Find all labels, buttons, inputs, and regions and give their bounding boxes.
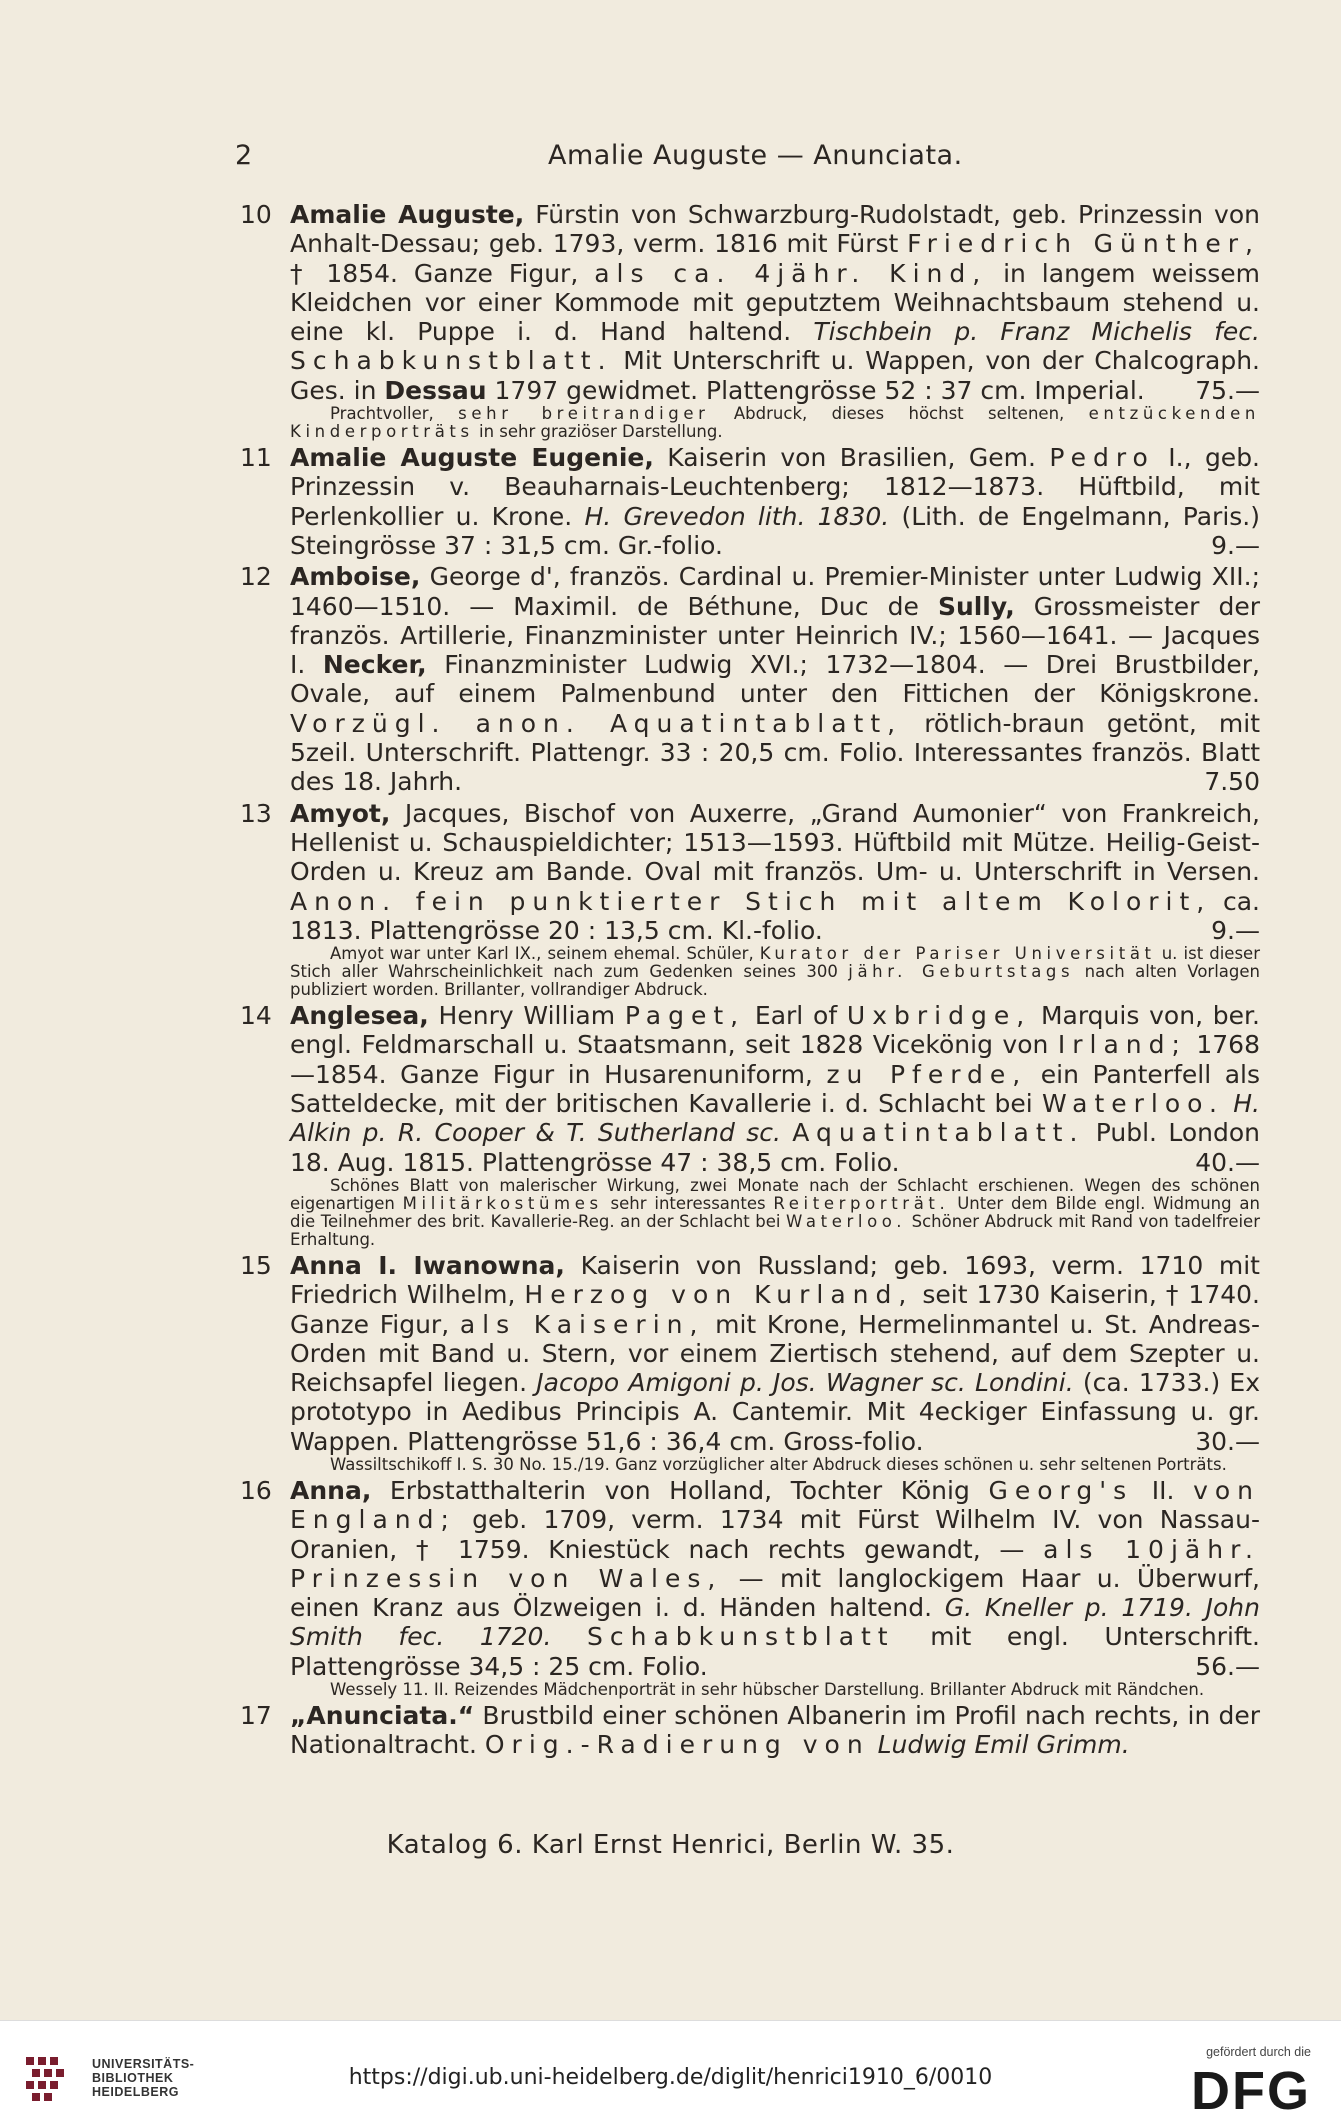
text-run: Brustbild einer schönen Albanerin im Profil nach rechts, in der Nationaltracht. — [290, 1701, 1260, 1760]
spaced-text: Schabkunstblatt — [587, 1622, 895, 1652]
text-run: Publ. London 18. Aug. 1815. Plattengrösse 47 : 38,5 cm. Folio. — [290, 1118, 1260, 1177]
text-run: seit 1730 Kaiserin, † 1740. Ganze Figur, — [290, 1280, 1260, 1339]
entry-price: 7.50 — [1204, 767, 1260, 797]
entry-number: 12 — [240, 562, 272, 592]
spaced-text: Vorzügl. anon. Aquatintablatt, — [290, 708, 903, 738]
catalog-entry — [240, 799, 1260, 999]
catalog-entries — [240, 200, 1260, 1762]
text-run: Erbstatthalterin von Holland, Tochter König — [371, 1475, 989, 1505]
entry-price: 9.— — [1211, 915, 1260, 945]
catalog-entry — [240, 1701, 1260, 1760]
text-run: nach alten Vorlagen publiziert worden. Brillanter, vollrandiger Abdruck. — [290, 962, 1260, 1000]
spaced-text: Irland; — [1057, 1030, 1187, 1060]
spaced-text: Herzog von Kurland, — [524, 1280, 914, 1310]
text-run: † 1854. Ganze Figur, — [290, 258, 595, 288]
text-run — [551, 1622, 587, 1651]
entry-number: 10 — [240, 200, 272, 229]
text-run: Prachtvoller, — [330, 404, 459, 424]
entry-price: 9.— — [1211, 530, 1260, 560]
entry-name: Amalie Auguste Eugenie, — [290, 443, 654, 473]
text-run: Jacques, Bischof von Auxerre, „Grand Aumonier“ von Frankreich, Hellenist u. Schauspieldichter; 1513—1593. Hüftbild mit Mütze. Heilig-Geist-Orden u. Kreuz am Bande. Oval mit französ. Um- u. Unterschrift in Versen. — [290, 798, 1260, 887]
spaced-text: sehr breitrandiger — [458, 404, 710, 424]
spaced-text: Georg's — [988, 1475, 1134, 1505]
entry-name: Anna I. Iwanowna, — [290, 1250, 565, 1280]
entry-description — [290, 1001, 1260, 1177]
viewer-footer-bar — [0, 2020, 1341, 2124]
text-run: II. — [1133, 1475, 1194, 1505]
text-run: (Lith. de Engelmann, Paris.) Steingrösse 37 : 31,5 cm. Gr.-folio. — [290, 501, 1260, 560]
entry-name: Anglesea, — [290, 1001, 429, 1031]
text-run: in langem weissem Kleidchen vor einer Kommode mit geputztem Weihnachtsbaum stehend u. eine kl. Puppe i. d. Hand haltend. — [290, 258, 1260, 347]
text-run: in sehr graziöser Darstellung. — [473, 422, 723, 442]
spaced-text: jähr. Geburtstags — [848, 962, 1075, 982]
text-run: Wassiltschikoff I. S. 30 No. 15./19. Ganz vorzüglicher alter Abdruck dieses schönen u. sehr seltenen Porträts. — [330, 1454, 1227, 1474]
text-run: Abdruck, dieses höchst seltenen, — [709, 404, 1089, 424]
spaced-text: Orig.-Radierung von — [484, 1730, 870, 1760]
text-run: Unter dem Bilde engl. Widmung an die Teilnehmer des brit. Kavallerie-Reg. an der Schlacht bei — [290, 1193, 1261, 1231]
entry-name: Anna, — [290, 1475, 372, 1505]
text-run — [870, 1730, 878, 1759]
entry-description — [290, 1476, 1260, 1681]
bold-text: Dessau — [384, 375, 487, 405]
entry-number: 13 — [240, 798, 272, 828]
text-run: I., geb. Prinzessin v. Beauharnais-Leuchtenberg; 1812—1873. Hüftbild, mit Perlenkollier u. Krone. — [290, 443, 1261, 531]
italic-text: G. Kneller p. 1719. John Smith fec. 1720. — [290, 1593, 1260, 1652]
text-run: Wessely 11. II. Reizendes Mädchenporträt in sehr hübscher Darstellung. Brillanter Abdruck mit Rändchen. — [330, 1680, 1205, 1700]
text-run: Kaiserin von Brasilien, Gem. — [653, 443, 1050, 473]
bold-text: Sully, — [937, 591, 1015, 621]
text-run: Earl of — [745, 1001, 847, 1031]
italic-text: Tischbein p. Franz Michelis fec. — [813, 317, 1260, 347]
running-title: Amalie Auguste — Anunciata. — [548, 140, 963, 171]
text-run: Finanzminister Ludwig XVI.; 1732—1804. — Drei Brustbilder, Ovale, auf einem Palmenbund unter den Fittichen der Königskrone. — [290, 650, 1260, 709]
spaced-text: Waterloo. — [1042, 1089, 1224, 1119]
page-number: 2 — [235, 140, 253, 171]
spaced-text: Reiterporträt. — [773, 1193, 950, 1213]
entry-note — [250, 1456, 1260, 1474]
bold-text: Necker, — [322, 650, 427, 680]
spaced-text: Waterloo. — [786, 1211, 907, 1231]
entry-number: 15 — [240, 1250, 272, 1280]
entry-price: 30.— — [1195, 1426, 1260, 1456]
text-run: Marquis von, ber. engl. Feldmarschall u. Staatsmann, seit 1828 Vicekönig von — [290, 1001, 1260, 1060]
spaced-text: Schabkunstblatt. — [290, 346, 613, 376]
permalink-url[interactable]: https://digi.ub.uni-heidelberg.de/diglit/henrici1910_6/0010 — [348, 2065, 993, 2090]
spaced-text: Anon. fein punktierter Stich mit altem Kolorit, — [290, 886, 1212, 916]
text-run: rötlich-braun getönt, mit 5zeil. Unterschrift. Plattengr. 33 : 20,5 cm. Folio. Interessantes französ. Blatt des 18. Jahrh. — [290, 708, 1260, 797]
text-run — [781, 1118, 792, 1147]
spaced-text: Paget, — [624, 1001, 746, 1031]
catalog-entry — [240, 562, 1260, 796]
entry-description — [290, 1251, 1260, 1456]
text-run — [1224, 1089, 1233, 1118]
spaced-text: zu Pferde, — [826, 1059, 1028, 1089]
entry-name: Amalie Auguste, — [290, 200, 525, 229]
text-run: Fürstin von Schwarzburg-Rudolstadt, geb. Prinzessin von Anhalt-Dessau; geb. 1793, verm. 1816 mit Fürst — [290, 200, 1260, 259]
catalog-footer: Katalog 6. Karl Ernst Henrici, Berlin W. 35. — [386, 1830, 955, 1860]
spaced-text: als 10jähr. Prinzessin von Wales, — [290, 1534, 1260, 1593]
text-run: Mit Unterschrift u. Wappen, von der Chalcograph. Ges. in — [290, 346, 1260, 405]
text-run: mit Krone, Hermelinmantel u. St. Andreas-Orden mit Band u. Stern, vor einem Ziertisch stehend, auf dem Szepter u. Reichsapfel liegen. — [290, 1309, 1260, 1398]
text-run: mit engl. Unterschrift. Plattengrösse 34,5 : 25 cm. Folio. — [290, 1622, 1260, 1681]
entry-name: Amyot, — [290, 798, 391, 828]
entry-note — [250, 405, 1260, 441]
entry-description — [290, 562, 1260, 796]
text-run: Schöner Abdruck mit Rand von tadelfreier Erhaltung. — [290, 1211, 1260, 1249]
text-run: ca. 1813. Plattengrösse 20 : 13,5 cm. Kl.-folio. — [290, 886, 1260, 945]
entry-number: 11 — [240, 443, 272, 473]
text-run: George d', französ. Cardinal u. Premier-Minister unter Ludwig XII.; 1460—1510. — Maximil. de Béthune, Duc de — [290, 562, 1260, 621]
library-line: HEIDELBERG — [92, 2085, 179, 2099]
catalog-entry — [240, 1476, 1260, 1699]
entry-price: 56.— — [1195, 1651, 1260, 1681]
entry-name: Amboise, — [290, 562, 421, 592]
text-run: sehr interessantes — [602, 1193, 774, 1213]
entry-number: 16 — [240, 1475, 272, 1505]
entry-description — [290, 799, 1260, 945]
catalog-entry — [240, 1251, 1260, 1474]
entry-description — [290, 1701, 1260, 1760]
text-run: — mit langlockigem Haar u. Überwurf, einen Kranz aus Ölzweigen i. d. Händen haltend. — [290, 1563, 1260, 1623]
text-run: 1768—1854. Ganze Figur in Husarenuniform, — [290, 1030, 1260, 1089]
page-header — [235, 140, 1255, 180]
dfg-logo: DFG — [1191, 2061, 1311, 2121]
catalog-entry — [240, 1001, 1260, 1249]
spaced-text: von England; — [290, 1475, 1260, 1535]
library-line: BIBLIOTHEK — [92, 2071, 174, 2085]
text-run: 1797 gewidmet. Plattengrösse 52 : 37 cm. Imperial. — [486, 375, 1145, 405]
italic-text: Ludwig Emil Grimm. — [877, 1730, 1130, 1760]
library-line: UNIVERSITÄTS- — [92, 2057, 195, 2071]
text-run: Kaiserin von Russland; geb. 1693, verm. 1710 mit Friedrich Wilhelm, — [290, 1250, 1260, 1310]
text-run: Grossmeister der französ. Artillerie, Finanzminister unter Heinrich IV.; 1560—1641. — Jacques I. — [290, 591, 1260, 680]
text-run: Amyot war unter Karl IX., seinem ehemal. Schüler, — [330, 944, 760, 964]
spaced-text: Militärkostümes — [402, 1193, 603, 1213]
spaced-text: entzückenden Kinderporträts — [290, 404, 1260, 442]
entry-price: 75.— — [1195, 375, 1260, 405]
funded-by-label: gefördert durch die — [1206, 2045, 1311, 2059]
text-run: (ca. 1733.) Ex prototypo in Aedibus Principis A. Cantemir. Mit 4eckiger Einfassung u. gr. Wappen. Plattengrösse 51,6 : 36,4 cm. Gross-folio. — [290, 1368, 1261, 1456]
spaced-text: Pedro — [1049, 443, 1155, 473]
entry-price: 40.— — [1195, 1147, 1260, 1177]
spaced-text: als ca. 4jähr. Kind, — [594, 258, 988, 288]
italic-text: H. Alkin p. R. Cooper & T. Sutherland sc. — [290, 1089, 1260, 1148]
spaced-text: Aquatintablatt. — [792, 1118, 1085, 1148]
text-run: geb. 1709, verm. 1734 mit Fürst Wilhelm IV. von Nassau-Oranien, † 1759. Kniestück nach rechts gewandt, — — [290, 1505, 1260, 1564]
text-run: ein Panterfell als Satteldecke, mit der britischen Kavallerie i. d. Schlacht bei — [290, 1059, 1260, 1119]
entry-note — [250, 1177, 1260, 1249]
italic-text: H. Grevedon lith. 1830. — [584, 501, 890, 531]
catalog-entry — [240, 443, 1260, 560]
entry-description — [290, 443, 1260, 560]
spaced-text: Kurator der Pariser Universität — [759, 944, 1156, 964]
catalog-entry — [240, 200, 1260, 441]
entry-description — [290, 200, 1260, 405]
entry-name: „Anunciata.“ — [290, 1701, 475, 1731]
spaced-text: Friedrich Günther, — [907, 229, 1260, 259]
entry-number: 17 — [240, 1701, 272, 1731]
entry-number: 14 — [240, 1001, 272, 1031]
italic-text: Jacopo Amigoni p. Jos. Wagner sc. Londini. — [536, 1368, 1074, 1398]
spaced-text: Uxbridge, — [846, 1001, 1032, 1031]
text-run: Henry William — [428, 1001, 625, 1031]
text-run: Schönes Blatt von malerischer Wirkung, zwei Monate nach der Schlacht erschienen. Wegen des schönen eigenartigen — [290, 1175, 1260, 1213]
spaced-text: als Kaiserin, — [459, 1309, 705, 1339]
entry-note — [250, 945, 1260, 999]
entry-note — [250, 1681, 1260, 1699]
text-run: u. ist dieser Stich aller Wahrscheinlichkeit nach zum Gedenken seines 300 — [290, 944, 1260, 982]
